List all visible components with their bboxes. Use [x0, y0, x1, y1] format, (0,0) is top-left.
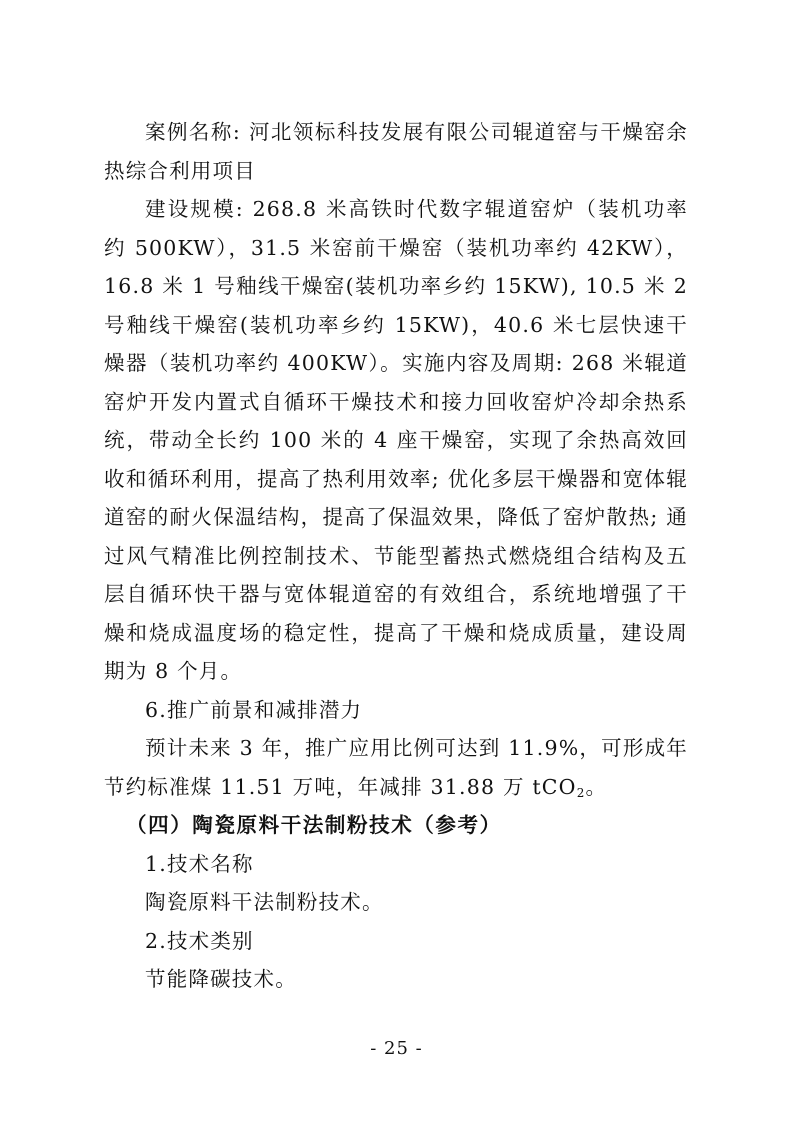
item-2-text: 节能降碳技术。	[145, 967, 297, 991]
case-name-paragraph: 案例名称: 河北领标科技发展有限公司辊道窑与干燥窑余热综合利用项目	[104, 120, 688, 183]
section-6-paragraph	[104, 729, 688, 806]
section-6-heading: 6.推广前景和减排潜力	[145, 697, 363, 722]
part-4-heading: （四）陶瓷原料干法制粉技术（参考）	[126, 813, 502, 837]
item-1-heading: 1.技术名称	[145, 851, 254, 876]
section-6-text-before-subscript: 预计未来 3 年，推广应用比例可达到 11.9%，可形成年节约标准煤 11.51 万吨，年减排 31.88 万 tCO	[104, 736, 688, 799]
construction-scale-paragraph: 建设规模: 268.8 米高铁时代数字辊道窑炉（装机功率约 500KW），31.5 米窑前干燥窑（装机功率约 42KW），16.8 米 1 号釉线干燥窑(装机功率乡约 15KW), 10.5 米 2 号釉线干燥窑(装机功率乡约 15KW)，40.6 米七层快速干燥器（装机功率约 400KW）。实施内容及周期: 268 米辊道窑炉开发内置式自循环干燥技术和接力回收窑炉冷却余热系统，带动全长约 100 米的 4 座干燥窑，实现了余热高效回收和循环利用，提高了热利用效率; 优化多层干燥器和宽体辊道窑的耐火保温结构，提高了保温效果，降低了窑炉散热; 通过风气精准比例控制技术、节能型蓄热式燃烧组合结构及五层自循环快干器与宽体辊道窑的有效组合，系统地增强了干燥和烧成温度场的稳定性，提高了干燥和烧成质量，建设周期为 8 个月。	[104, 197, 688, 683]
document-body	[104, 113, 688, 999]
item-2-heading: 2.技术类别	[145, 928, 254, 953]
page-number: - 25 -	[370, 1038, 423, 1059]
section-6-text-after-subscript: 。	[585, 774, 608, 799]
co2-subscript: 2	[576, 785, 586, 800]
item-1-text: 陶瓷原料干法制粉技术。	[145, 890, 384, 914]
